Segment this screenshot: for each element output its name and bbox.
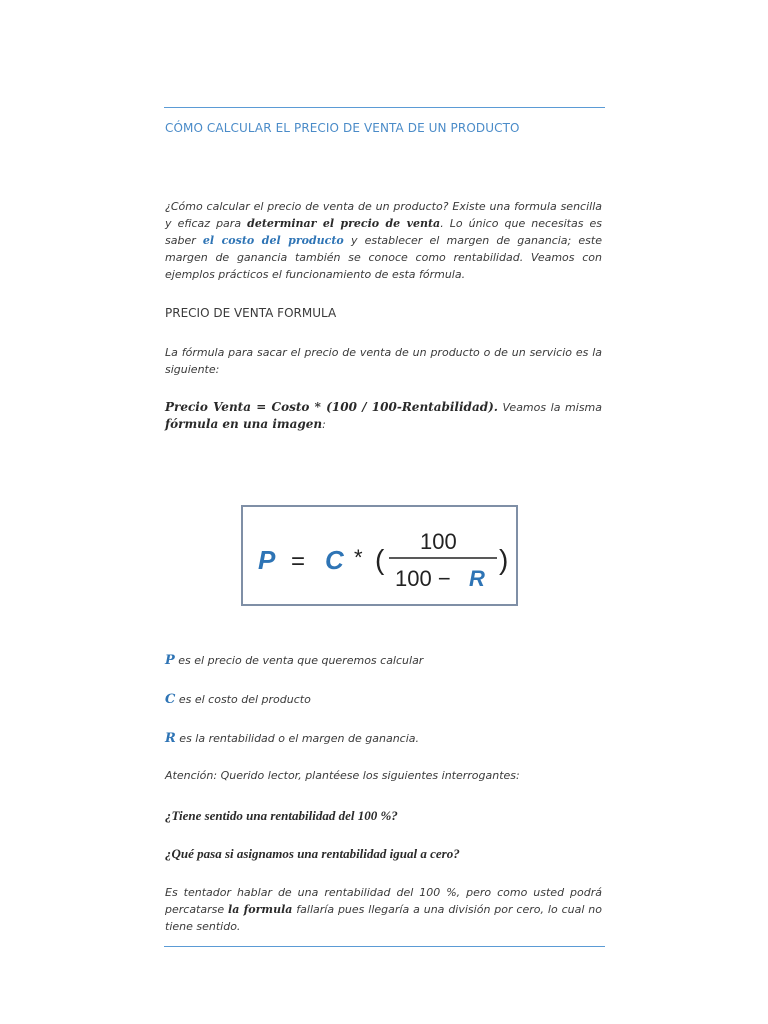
conclusion-bold: la formula: [228, 903, 293, 916]
question-1: ¿Tiene sentido una rentabilidad del 100 %?: [165, 808, 398, 823]
var-c-line: [165, 692, 311, 707]
section-subheading: PRECIO DE VENTA FORMULA: [165, 306, 337, 320]
var-p-line: [165, 653, 423, 668]
formula-eq: =: [291, 548, 306, 575]
var-p-letter: P: [165, 653, 175, 668]
conclusion-text-2: fallaría pues llegaría a una división por cero, lo cual no tiene sentido.: [165, 903, 602, 933]
var-r-letter: R: [165, 731, 176, 746]
attention-text: Atención: Querido lector, plantéese los siguientes interrogantes:: [165, 769, 520, 782]
var-c-text: es el costo del producto: [175, 693, 311, 706]
formula-image-bold: fórmula en una imagen: [165, 417, 323, 431]
formula-text-2: :: [322, 418, 326, 431]
top-rule: [164, 107, 605, 108]
formula-star: *: [354, 545, 363, 570]
var-r-line: [165, 731, 419, 746]
formula-text-1: Veamos la misma: [497, 401, 603, 414]
formula-denominator: 100 −: [395, 566, 451, 591]
question-2: ¿Qué pasa si asignamos una rentabilidad igual a cero?: [165, 846, 460, 861]
bottom-rule: [164, 946, 605, 947]
conclusion-paragraph: [165, 884, 602, 935]
formula-bold: Precio Venta = Costo * (100 / 100-Rentabilidad).: [165, 400, 498, 414]
intro-paragraph: [165, 198, 602, 283]
intro-text-3: y establecer el margen de ganancia; este margen de ganancia también se conoce como rentabilidad. Veamos con ejemplos prácticos el funcionamiento de esta fórmula.: [165, 234, 602, 281]
formula-p: P: [258, 545, 276, 575]
intro-bold: determinar el precio de venta: [247, 217, 441, 230]
conclusion-text-1: Es tentador hablar de una rentabilidad del 100 %, pero como usted podrá percatarse: [165, 886, 602, 916]
costo-link[interactable]: el costo del producto: [202, 234, 344, 247]
formula-image: [241, 505, 518, 606]
formula-intro: La fórmula para sacar el precio de venta de un producto o de un servicio es la siguiente:: [165, 346, 602, 376]
var-r-text: es la rentabilidad o el margen de ganancia.: [175, 732, 420, 745]
var-c-letter: C: [165, 692, 176, 707]
formula-c: C: [325, 545, 344, 575]
formula-text: [165, 399, 602, 433]
intro-text-2: . Lo único que necesitas es saber: [165, 217, 602, 247]
intro-text-1: ¿Cómo calcular el precio de venta de un producto? Existe una formula sencilla y eficaz para: [165, 200, 602, 230]
formula-svg: [243, 507, 516, 604]
formula-r: R: [469, 566, 485, 591]
formula-rparen: ): [499, 544, 509, 575]
formula-lparen: (: [375, 544, 385, 575]
var-p-text: es el precio de venta que queremos calcular: [174, 654, 424, 667]
formula-numerator: 100: [420, 529, 457, 554]
page-title: CÓMO CALCULAR EL PRECIO DE VENTA DE UN PRODUCTO: [165, 121, 520, 135]
